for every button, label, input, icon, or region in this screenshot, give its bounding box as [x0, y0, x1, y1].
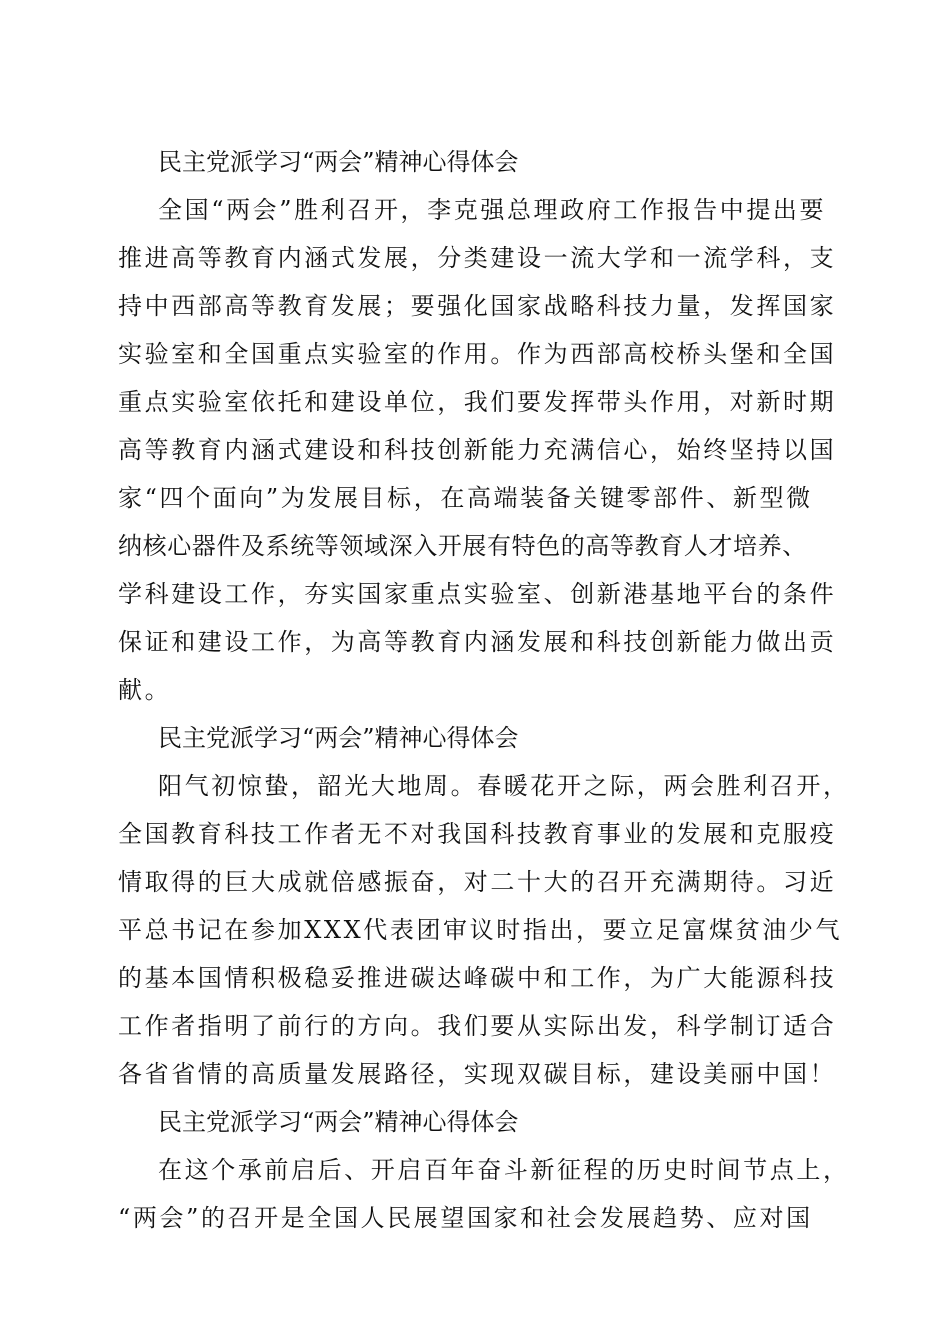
paragraph-line: 高等教育内涵式建设和科技创新能力充满信心，始终坚持以国	[118, 436, 837, 464]
paragraph-line: 学科建设工作，夯实国家重点实验室、创新港基地平台的条件	[118, 580, 837, 608]
paragraph-line: 家“四个面向”为发展目标，在高端装备关键零部件、新型微	[118, 484, 813, 512]
paragraph-line: 情取得的巨大成就倍感振奋，对二十大的召开充满期待。习近	[118, 868, 837, 896]
paragraph-line: 实验室和全国重点实验室的作用。作为西部高校桥头堡和全国	[118, 340, 837, 368]
paragraph-line: 的基本国情积极稳妥推进碳达峰碳中和工作，为广大能源科技	[118, 964, 837, 992]
paragraph-line: 各省省情的高质量发展路径，实现双碳目标，建设美丽中国！	[118, 1060, 837, 1088]
paragraph-line: 推进高等教育内涵式发展，分类建设一流大学和一流学科，支	[118, 244, 837, 272]
paragraph-line: 阳气初惊蛰，韶光大地周。春暖花开之际，两会胜利召开，	[158, 772, 850, 800]
paragraph-line: “两会”的召开是全国人民展望国家和社会发展趋势、应对国	[118, 1204, 813, 1232]
section-heading: 民主党派学习“两会”精神心得体会	[158, 148, 519, 176]
section-2	[118, 714, 850, 1098]
paragraph-line: 在这个承前启后、开启百年奋斗新征程的历史时间节点上，	[158, 1156, 850, 1184]
paragraph-line: 献。	[118, 676, 172, 704]
paragraph-line: 工作者指明了前行的方向。我们要从实际出发，科学制订适合	[118, 1012, 837, 1040]
paragraph-line: 平总书记在参加XXX代表团审议时指出，要立足富煤贫油少气	[118, 916, 843, 944]
paragraph-line: 持中西部高等教育发展；要强化国家战略科技力量，发挥国家	[118, 292, 837, 320]
paragraph-line: 纳核心器件及系统等领域深入开展有特色的高等教育人才培养、	[118, 532, 807, 560]
paragraph-line: 重点实验室依托和建设单位，我们要发挥带头作用，对新时期	[118, 388, 837, 416]
section-heading: 民主党派学习“两会”精神心得体会	[158, 724, 519, 752]
section-3	[118, 1098, 850, 1242]
paragraph-line: 全国教育科技工作者无不对我国科技教育事业的发展和克服疫	[118, 820, 837, 848]
paragraph-line: 保证和建设工作，为高等教育内涵发展和科技创新能力做出贡	[118, 628, 837, 656]
section-1	[118, 138, 837, 714]
document-body	[118, 138, 850, 1242]
paragraph-line: 全国“两会”胜利召开，李克强总理政府工作报告中提出要	[158, 196, 827, 224]
section-heading: 民主党派学习“两会”精神心得体会	[158, 1108, 519, 1136]
